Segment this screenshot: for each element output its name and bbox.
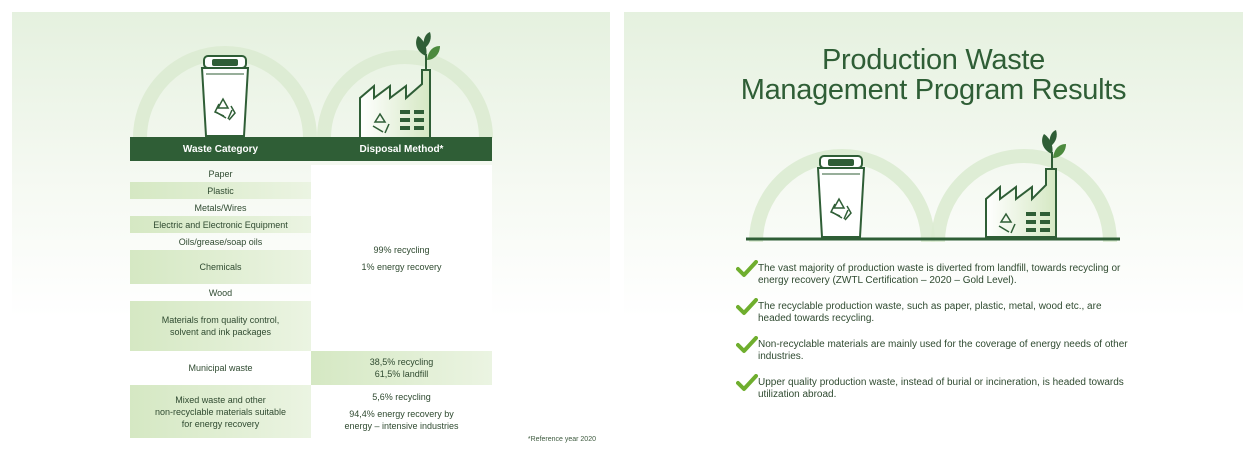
disposal-mixed-recycling: 5,6% recycling xyxy=(372,392,431,402)
category-electronics: Electric and Electronic Equipment xyxy=(130,216,311,233)
check-icon xyxy=(736,374,758,392)
header-disposal-method: Disposal Method* xyxy=(359,143,444,155)
result-text: The recyclable production waste, such as paper, plastic, metal, wood etc., are headed towards recycling. xyxy=(758,301,1102,324)
footnote-reference-year: *Reference year 2020 xyxy=(527,436,596,443)
disposal-energy-1: 1% energy recovery xyxy=(361,261,442,272)
disposal-municipal-recycling: 38,5% recycling xyxy=(369,357,434,367)
result-bullet xyxy=(736,263,1136,287)
category-mixed: Mixed waste and other non-recyclable materials suitable for energy recovery xyxy=(130,385,311,438)
disposal-municipal-landfill: 61,5% landfill xyxy=(374,369,429,379)
results-illustration xyxy=(744,120,1124,244)
recycling-bin-icon xyxy=(818,156,864,237)
category-chemicals: Chemicals xyxy=(130,250,311,284)
result-bullet xyxy=(736,339,1136,363)
check-icon xyxy=(736,298,758,316)
page-title-line2: Management Program Results xyxy=(740,74,1127,106)
result-bullet xyxy=(736,377,1136,401)
result-text: Non-recyclable materials are mainly used for the coverage of energy needs of other industries. xyxy=(758,339,1128,362)
factory-illustration xyxy=(312,22,497,138)
result-text: The vast majority of production waste is diverted from landfill, towards recycling or energy recovery (ZWTL Certification – 2020 – Gold Level). xyxy=(758,263,1121,286)
disposal-recycling-99: 99% recycling xyxy=(373,244,430,255)
category-wood: Wood xyxy=(208,287,233,298)
result-text: Upper quality production waste, instead of burial or incineration, is headed towards utilization abroad. xyxy=(758,377,1124,400)
program-results-panel xyxy=(624,12,1243,449)
disposal-municipal xyxy=(311,351,492,385)
check-icon xyxy=(736,260,758,278)
disposal-group-recyclables xyxy=(311,165,492,351)
disposal-mixed xyxy=(311,385,492,438)
header-waste-category: Waste Category xyxy=(182,143,259,155)
recycling-bin-icon xyxy=(202,56,248,136)
waste-table-panel xyxy=(12,12,610,449)
result-bullet xyxy=(736,301,1136,325)
category-plastic: Plastic xyxy=(130,182,311,199)
page-title-line1: Production Waste xyxy=(821,44,1045,76)
check-icon xyxy=(736,336,758,354)
category-paper: Paper xyxy=(208,168,233,179)
category-oils: Oils/grease/soap oils xyxy=(178,236,263,247)
table-header xyxy=(130,137,492,161)
factory-icon xyxy=(986,130,1066,237)
category-municipal: Municipal waste xyxy=(188,363,253,373)
recycling-bin-illustration xyxy=(130,38,320,138)
disposal-mixed-energy: 94,4% energy recovery by energy – intensive industries xyxy=(344,409,459,431)
category-metals: Metals/Wires xyxy=(194,202,247,213)
category-quality-control: Materials from quality control, solvent and ink packages xyxy=(130,301,311,351)
factory-icon xyxy=(360,32,440,138)
